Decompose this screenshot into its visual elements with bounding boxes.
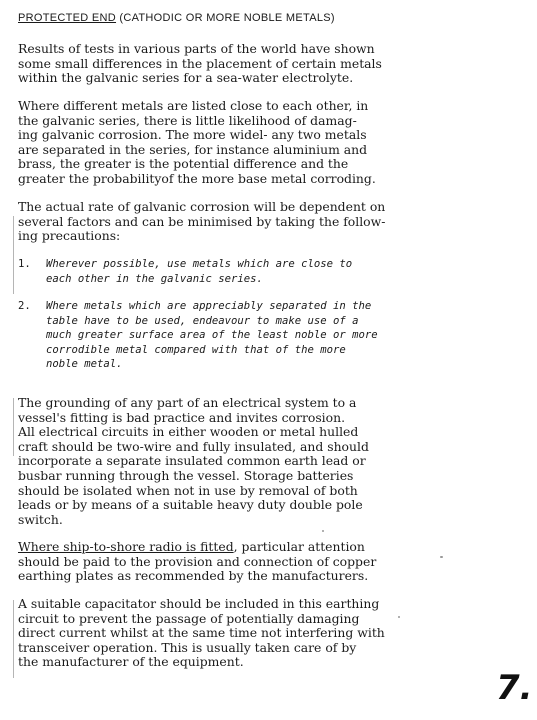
underlined-phrase: Where ship-to-shore radio is fitted (18, 539, 234, 554)
text-line: A suitable capacitator should be included in this earthing (18, 596, 380, 611)
text-line: direct current whilst at the same time not interfering with (18, 625, 385, 641)
text-line: within the galvanic series for a sea-water electrolyte. (18, 70, 354, 86)
section-heading (18, 12, 335, 24)
text-line: Where metals which are appreciably separated in the (46, 300, 372, 312)
margin-mark (13, 216, 14, 294)
text-line: the galvanic series, there is little likelihood of damag- (18, 112, 357, 128)
text-line: The grounding of any part of an electrical system to a (18, 395, 357, 410)
text-line: some small differences in the placement of certain metals (18, 55, 382, 71)
text-line: vessel's fitting is bad practice and invites corrosion. (18, 409, 346, 425)
text-line: busbar running through the vessel. Storage batteries (18, 467, 354, 483)
text-line: several factors and can be minimised by taking the follow- (18, 213, 386, 229)
text-line: ing precautions: (18, 228, 121, 244)
text-line: circuit to prevent the passage of potentially damaging (18, 610, 360, 626)
heading-underlined-text: PROTECTED END (18, 12, 117, 24)
scan-speck (322, 530, 324, 532)
text-line: Results of tests in various parts of the world have shown (18, 41, 375, 56)
scan-speck (440, 556, 443, 558)
list-item-text (46, 257, 352, 286)
text-line: The actual rate of galvanic corrosion will be dependent on (18, 199, 386, 214)
text-line: should be isolated when not in use by removal of both (18, 482, 358, 498)
scan-speck (398, 616, 400, 618)
text-line: table have to be used, endeavour to make use of a (46, 314, 359, 327)
margin-mark (13, 600, 14, 678)
text-line: incorporate a separate insulated common earth lead or (18, 453, 366, 469)
text-line: transceiver operation. This is usually taken care of by (18, 639, 357, 655)
heading-subtitle: (CATHODIC OR MORE NOBLE METALS) (119, 12, 335, 24)
text-line: should be paid to the provision and connection of copper (18, 553, 377, 569)
paragraph-precautions-intro (18, 200, 430, 244)
list-item-text (46, 299, 378, 372)
precaution-list-item (18, 299, 418, 374)
text-line (18, 540, 430, 555)
text-line: the manufacturer of the equipment. (18, 654, 244, 670)
text-line: each other in the galvanic series. (46, 272, 263, 285)
text-line: All electrical circuits in either wooden or metal hulled (18, 424, 359, 440)
text-line: earthing plates as recommended by the manufacturers. (18, 568, 369, 584)
precaution-list-item (18, 257, 418, 287)
text-line: greater the probabilityof the more base metal corroding. (18, 170, 376, 186)
text-line: brass, the greater is the potential difference and the (18, 156, 349, 172)
text-line: craft should be two-wire and fully insulated, and should (18, 438, 369, 454)
text-line: corrodible metal compared with that of the more (46, 343, 346, 356)
text-line: noble metal. (46, 358, 123, 371)
list-number: 1. (18, 258, 31, 270)
text-segment: , particular attention (233, 539, 365, 554)
page-number: 7. (496, 668, 533, 708)
text-line: Wherever possible, use metals which are close to (46, 258, 353, 270)
paragraph-radio-earthing (18, 540, 430, 584)
text-line: are separated in the series, for instance aluminium and (18, 141, 368, 157)
text-line: much greater surface area of the least noble or more (46, 329, 378, 342)
margin-mark (13, 398, 14, 456)
paragraph-test-results (18, 42, 430, 86)
text-line: ing galvanic corrosion. The more widel- any two metals (18, 127, 367, 143)
list-number: 2. (18, 300, 31, 312)
text-line: switch. (18, 511, 63, 527)
paragraph-galvanic-series (18, 99, 430, 187)
paragraph-capacitor (18, 597, 430, 670)
paragraph-electrical-grounding (18, 396, 430, 527)
text-line: Where different metals are listed close to each other, in (18, 98, 369, 113)
text-line: leads or by means of a suitable heavy duty double pole (18, 497, 363, 513)
